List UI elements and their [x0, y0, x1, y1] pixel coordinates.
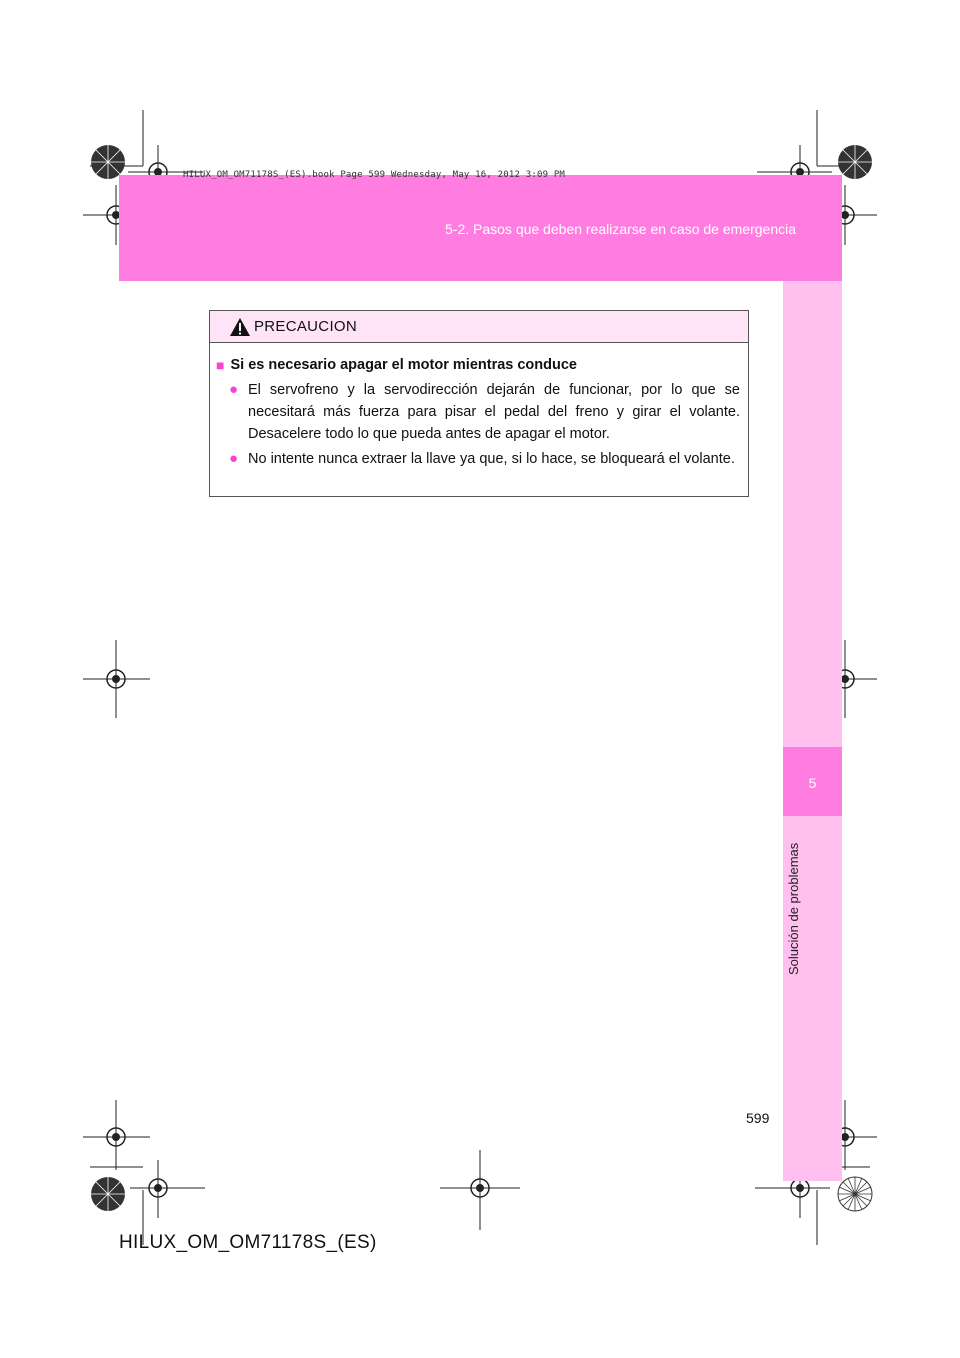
bullet-text: El servofreno y la servodirección dejarán de funcionar, por lo que se necesitará más fuerza para pisar el pedal del freno y girar el volante. Desacelere todo lo que pueda antes de apagar el motor.	[248, 382, 740, 442]
warning-icon	[229, 317, 251, 337]
section-title: 5-2. Pasos que deben realizarse en caso de emergencia	[445, 221, 796, 237]
caution-subheading-row	[216, 354, 740, 376]
chapter-number: 5	[783, 747, 842, 816]
caution-body	[210, 343, 748, 470]
caution-box	[209, 310, 749, 497]
chapter-label: Solución de problemas	[786, 842, 801, 975]
page-number: 599	[746, 1110, 770, 1126]
list-item	[216, 448, 740, 470]
caution-title: PRECAUCION	[254, 318, 358, 335]
caution-subheading: Si es necesario apagar el motor mientras conduce	[230, 357, 577, 373]
circle-bullet-icon: ●	[229, 450, 239, 467]
file-stamp: HILUX_OM_OM71178S_(ES).book Page 599 Wednesday, May 16, 2012 3:09 PM	[183, 170, 566, 180]
document-code: HILUX_OM_OM71178S_(ES)	[119, 1232, 377, 1253]
list-item	[216, 379, 740, 445]
chapter-side-tab	[783, 281, 842, 1181]
circle-bullet-icon: ●	[229, 381, 239, 398]
bullet-text: No intente nunca extraer la llave ya que, si lo hace, se bloqueará el volante.	[248, 451, 735, 467]
square-bullet-icon: ■	[216, 357, 225, 373]
caution-header	[210, 311, 748, 343]
